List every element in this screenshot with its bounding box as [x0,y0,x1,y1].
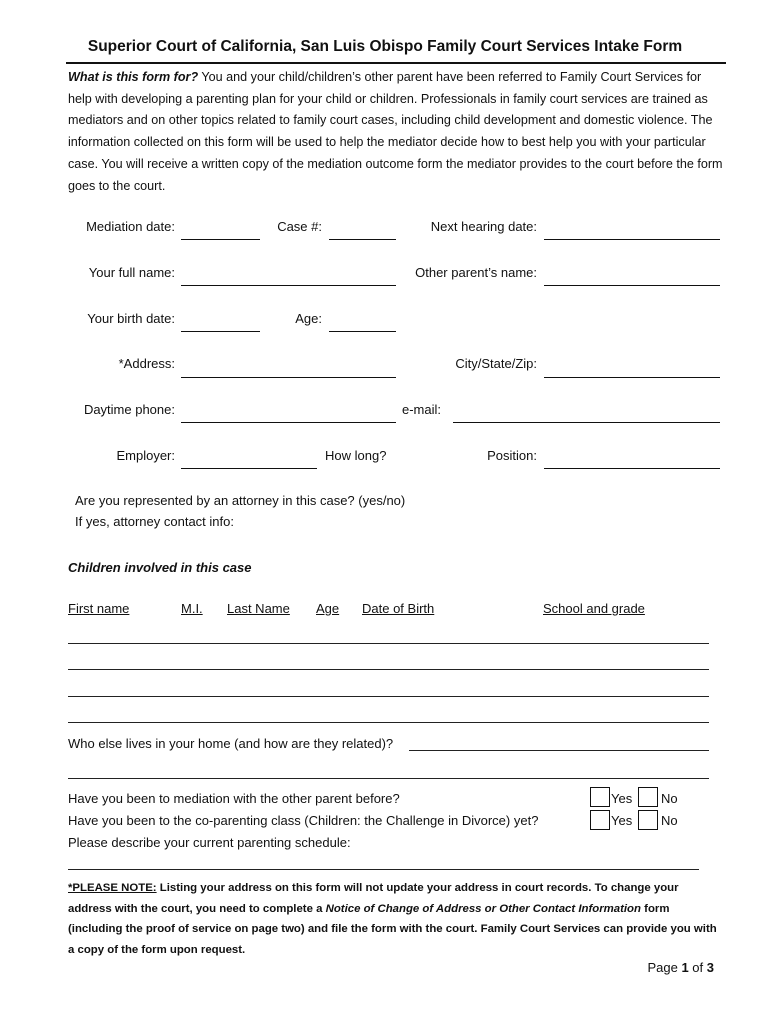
page-current: 1 [681,960,689,975]
coparenting-yes-label: Yes [611,813,633,828]
mediation-no-label: No [661,791,678,806]
page-of: of [688,960,707,975]
age-field[interactable] [329,331,396,332]
full-name-label: Your full name: [88,265,175,280]
employer-field[interactable] [181,468,317,469]
mediation-date-label: Mediation date: [86,219,175,234]
position-label: Position: [487,448,537,463]
address-label: *Address: [118,356,175,371]
coparenting-yes-checkbox[interactable] [590,810,610,830]
next-hearing-field[interactable] [544,239,720,240]
birth-date-field[interactable] [181,331,260,332]
page-prefix: Page [647,960,682,975]
intro-paragraph [68,67,728,197]
note-text-2: form (including the proof of service on page two) and file the form with the court. Family Court Services can provide you with a copy of the form upon request. [68,902,717,956]
children-heading: Children involved in this case [68,560,252,575]
other-parent-label: Other parent’s name: [415,265,537,280]
how-long-label: How long? [325,448,387,463]
col-age: Age [316,601,340,616]
case-number-field[interactable] [329,239,396,240]
note-label: *PLEASE NOTE: [68,882,157,894]
city-state-zip-field[interactable] [544,377,720,378]
birth-date-label: Your birth date: [87,311,175,326]
form-title: Superior Court of California, San Luis Obispo Family Court Services Intake Form [87,38,683,55]
case-number-label: Case #: [277,219,322,234]
page-number [647,960,714,975]
mediation-no-checkbox[interactable] [638,787,658,807]
child-row-3[interactable] [68,696,709,697]
employer-label: Employer: [116,448,175,463]
col-last-name: Last Name [227,601,290,616]
address-field[interactable] [181,377,396,378]
title-divider [66,62,726,64]
coparenting-question: Have you been to the co-parenting class (Children: the Challenge in Divorce) yet? [68,813,539,828]
mediation-yes-checkbox[interactable] [590,787,610,807]
household-question: Who else lives in your home (and how are they related)? [68,736,394,751]
note-form-name: Notice of Change of Address or Other Contact Information [325,902,641,915]
col-mi: M.I. [181,601,203,616]
page-total: 3 [706,960,714,975]
daytime-phone-field[interactable] [181,422,396,423]
attorney-contact-label: If yes, attorney contact info: [75,514,234,529]
attorney-question: Are you represented by an attorney in this case? (yes/no) [75,493,406,508]
address-note [68,878,718,960]
email-label: e-mail: [402,402,442,417]
email-field[interactable] [453,422,720,423]
other-parent-field[interactable] [544,285,720,286]
note-text-1: Listing your address on this form will not update your address in court records. To change your address with the court, you need to complete a [68,882,679,915]
position-field[interactable] [544,468,720,469]
col-first-name: First name [68,601,130,616]
intro-question: What is this form for? [68,70,199,84]
household-field-line-2[interactable] [68,778,709,779]
intro-text: You and your child/children’s other parent have been referred to Family Court Services for help with developing a parenting plan for your child or children. Professionals in family court services are trained as mediators and on other topics related to family court cases, including child development and domestic violence. The information collected on this form will be used to help the mediator decide how to best help you with your particular case. You will receive a written copy of the mediation outcome form the mediator provides to the court before the form goes to the court. [68,70,723,193]
schedule-field[interactable] [68,869,699,870]
mediation-question: Have you been to mediation with the other parent before? [68,791,400,806]
next-hearing-label: Next hearing date: [430,219,537,234]
col-date-of-birth: Date of Birth [362,601,435,616]
daytime-phone-label: Daytime phone: [83,402,175,417]
full-name-field[interactable] [181,285,396,286]
age-label: Age: [295,311,322,326]
child-row-2[interactable] [68,669,709,670]
coparenting-no-checkbox[interactable] [638,810,658,830]
city-state-zip-label: City/State/Zip: [455,356,537,371]
coparenting-no-label: No [661,813,678,828]
schedule-question: Please describe your current parenting schedule: [68,835,351,850]
col-school-grade: School and grade [543,601,645,616]
household-field[interactable] [409,750,709,751]
mediation-date-field[interactable] [181,239,260,240]
child-row-1[interactable] [68,643,709,644]
child-row-4[interactable] [68,722,709,723]
mediation-yes-label: Yes [611,791,633,806]
